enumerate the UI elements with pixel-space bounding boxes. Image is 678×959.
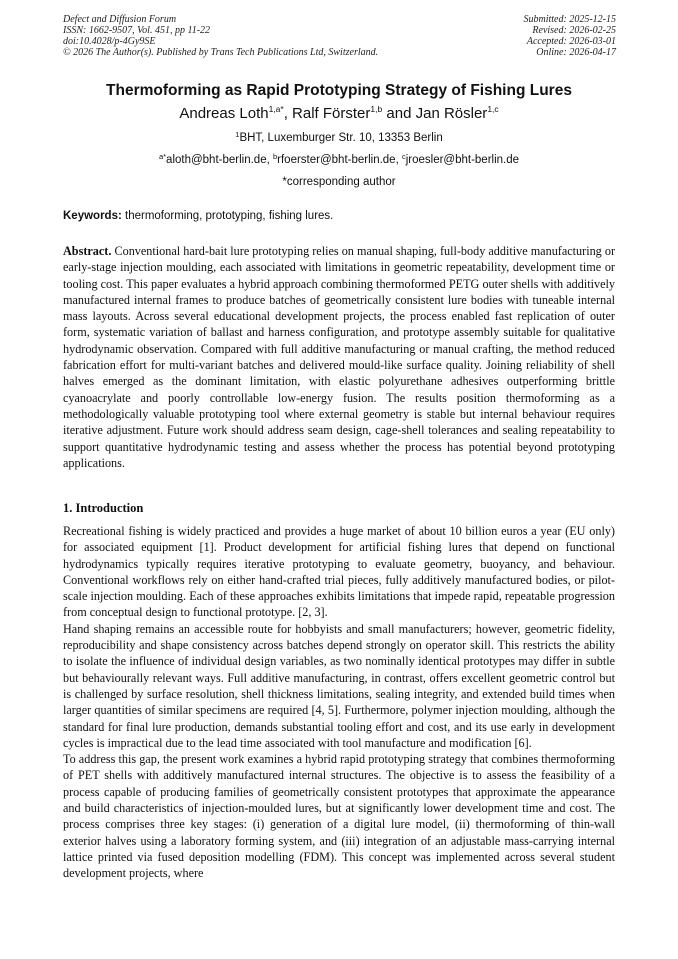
email-mark: b (272, 152, 278, 161)
author-name: Jan Rösler (415, 105, 488, 122)
email-separator: , (395, 154, 402, 166)
affiliation (40, 131, 638, 145)
doi-link[interactable]: doi:10.4028/p-4Gy9SE (63, 36, 156, 47)
abstract-text: Conventional hard-bait lure prototyping relies on manual shaping, full-body additive manufacturing or early-stage injection moulding, each associated with limitations in geometric repeatability, development time or tooling cost. This paper evaluates a hybrid approach combining thermoformed PETG outer shells with additively manufactured internal frames to produce batches of geometrically consistent lure bodies with tuneable internal mass layouts. Across several educational development projects, the process enabled fast replication of outer form, systematic variation of ballast and harness configuration, and prototype assembly suitable for qualitative hydrodynamic observation. Compared with full additive manufacturing or manual crafting, the method reduced fabrication effort for multi-variant batches and delivered mould-like surface quality. Joining reliability of shell halves emerged as the dominant limitation, with elastic polyurethane adhesives outperforming brittle cyanoacrylate and poorly controllable low-energy fusion. The results position thermoforming as a methodologically valuable prototyping tool where external geometry is stable but internal behaviour requires iterative adjustment. Future work should address seam design, cage-shell tolerances and sealing repeatability to support quantitative hydrodynamic testing and assess whether the process has potential beyond prototyping applications. (63, 244, 615, 470)
corresponding-author-note: *corresponding author (282, 176, 396, 188)
email-separator: , (266, 154, 273, 166)
paragraph: Hand shaping remains an accessible route for hobbyists and small manufacturers; however, geometric fidelity, reproducibility and shape consistency across batches depend strongly on operator skill. This restricts the ability to isolate the influence of individual design variables, as two nominally identical prototypes may differ in subtle but behaviourally relevant ways. Full additive manufacturing, in contrast, offers excellent geometric control but is challenged by surface resolution, shell thickness limitations, sealing integrity, and extended build times when larger quantities of similar specimens are required [4, 5]. Furthermore, polymer injection moulding, although the standard for final lure production, demands substantial tooling effort and cost, and its use early in development cycles is impractical due to the lead time associated with tool manufacture and modification [6]. (63, 621, 615, 750)
abstract (63, 243, 615, 471)
email-mark: c (401, 152, 406, 161)
online-date: Online: 2026-04-17 (536, 47, 616, 58)
paragraph: To address this gap, the present work examines a hybrid rapid prototyping strategy that combines thermoforming of PET shells with additively manufactured internal structures. The objective is to assess the feasibility of a process capable of producing families of geometrically consistent prototypes that approximate the appearance and build characteristics of injection-moulded lures, but at significantly lower development time and cost. The process comprises three key stages: (i) generation of a digital lure model, (ii) thermoforming of thin-wall exterior halves using a laboratory forming system, and (iii) integration of an adjustable mass-carrying internal lattice printed via fused deposition modelling (FDM). This concept was implemented across several student development projects, where (63, 752, 615, 881)
copyright-notice: © 2026 The Author(s). Published by Trans Tech Publications Ltd, Switzerland. (63, 47, 379, 58)
dates-header (416, 14, 616, 58)
accepted-date: Accepted: 2026-03-01 (526, 36, 616, 47)
author-affiliation-mark: 1,c (487, 104, 499, 114)
author-affiliation-mark: 1,a* (268, 104, 284, 114)
affiliation-mark: 1 (235, 130, 240, 139)
email-link[interactable]: aloth@bht-berlin.de (166, 154, 267, 166)
email-list (40, 153, 638, 167)
author-separator: , (283, 105, 293, 122)
author-name: Andreas Loth (179, 105, 269, 122)
author-name: Ralf Förster (292, 105, 371, 122)
journal-issn: ISSN: 1662-9507, Vol. 451, pp 11-22 (63, 25, 211, 36)
paragraph: Recreational fishing is widely practiced and provides a huge market of about 10 billion euros a year (EU only) for associated equipment [1]. Product development for artificial fishing lures that depend on functional hydrodynamics typically requires iterative prototyping to evaluate geometry, buoyancy, and behaviour. Conventional workflows rely on either hand-crafted trial pieces, fully additively manufactured bodies, or pilot-scale injection moulding. Each of these approaches exhibits limitations that impede rapid, repeatable progression from conceptual design to functional prototype. [2, 3]. (63, 524, 615, 620)
keywords-label: Keywords: (63, 210, 122, 222)
author-separator: and (382, 105, 416, 122)
keywords (63, 209, 615, 223)
paper-title: Thermoforming as Rapid Prototyping Strategy of Fishing Lures (106, 82, 572, 99)
journal-header (63, 14, 443, 58)
abstract-label: Abstract. (63, 244, 112, 258)
revised-date: Revised: 2026-02-25 (532, 25, 616, 36)
email-link[interactable]: rfoerster@bht-berlin.de (277, 154, 396, 166)
affiliation-text: BHT, Luxemburger Str. 10, 13353 Berlin (239, 132, 443, 144)
email-mark: a* (158, 152, 167, 161)
introduction-body (63, 523, 615, 882)
author-affiliation-mark: 1,b (370, 104, 383, 114)
email-link[interactable]: jroesler@bht-berlin.de (405, 154, 520, 166)
keywords-text: thermoforming, prototyping, fishing lures. (125, 210, 334, 222)
submitted-date: Submitted: 2025-12-15 (523, 14, 616, 25)
author-list (40, 104, 638, 124)
section-heading-introduction: 1. Introduction (63, 501, 144, 515)
journal-name: Defect and Diffusion Forum (63, 14, 177, 25)
